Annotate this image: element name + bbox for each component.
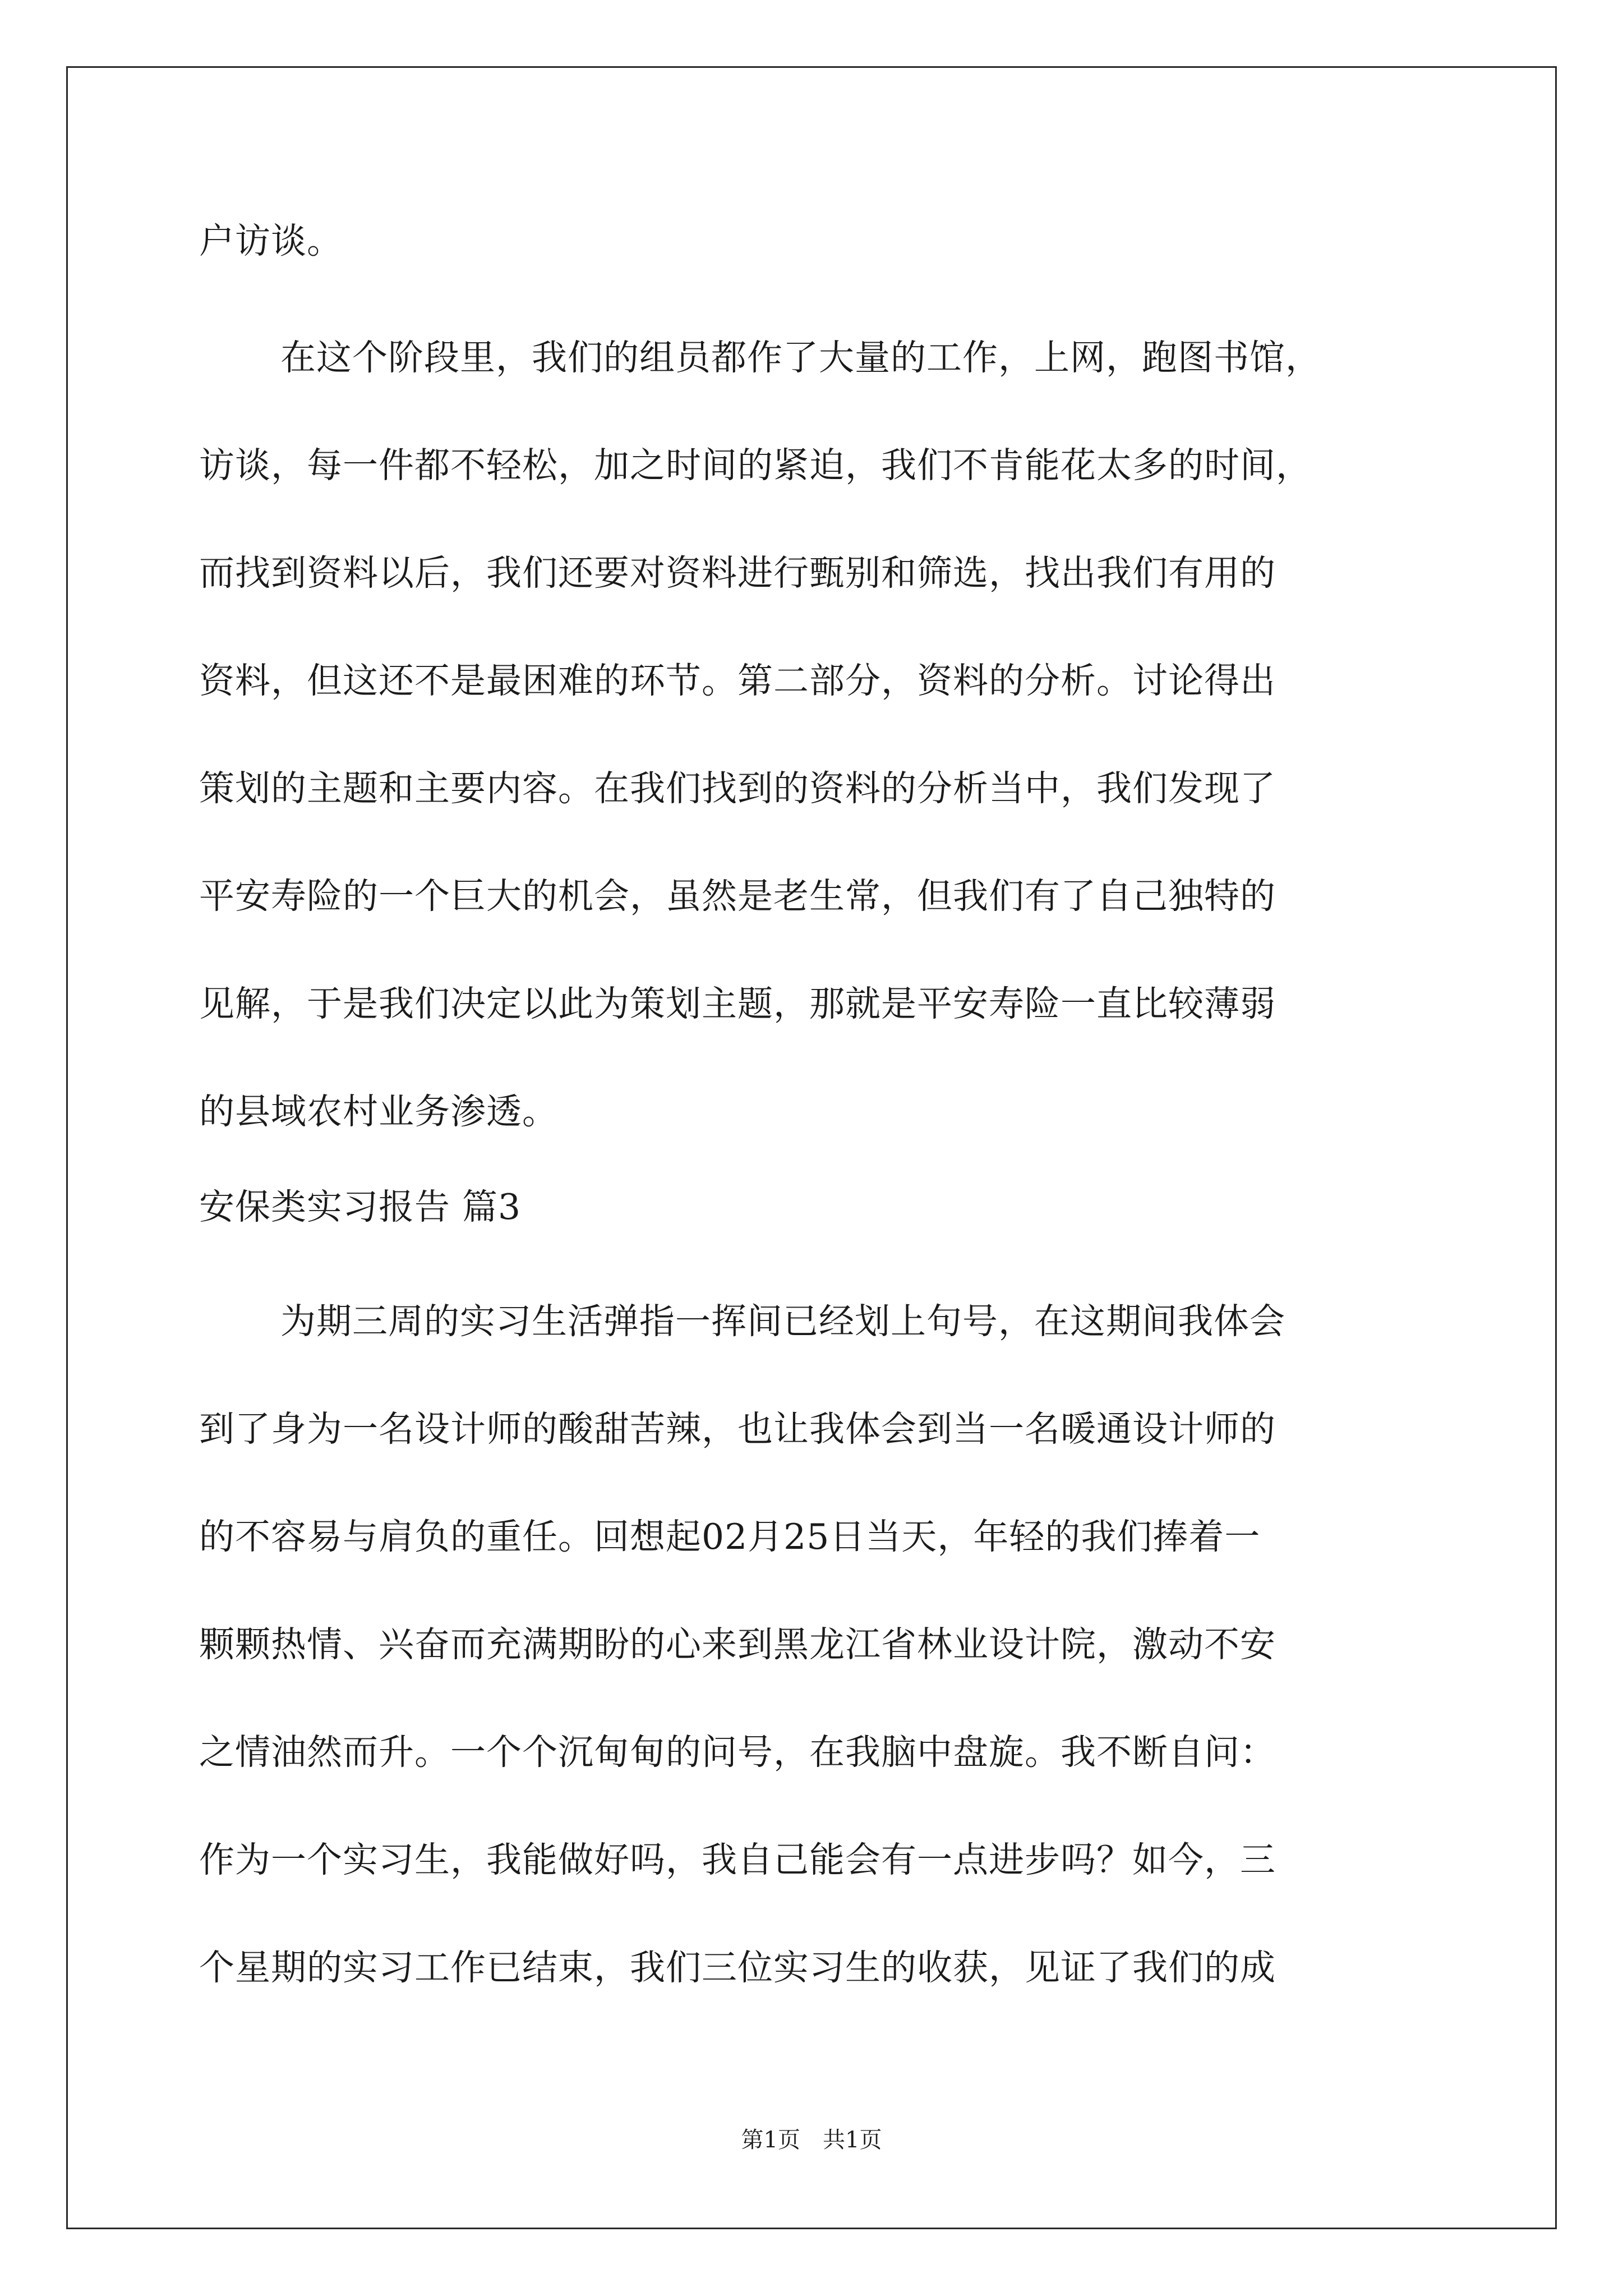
paragraph-line: 到了身为一名设计师的酸甜苦辣，也让我体会到当一名暖通设计师的 (199, 1409, 1276, 1450)
paragraph-line: 访谈，每一件都不轻松，加之时间的紧迫，我们不肯能花太多的时间， (199, 445, 1312, 486)
page-number-total: 共1页 (823, 2127, 882, 2153)
paragraph-line: 的不容易与肩负的重任。回想起02月25日当天，年轻的我们捧着一 (199, 1516, 1261, 1557)
paragraph-line: 资料，但这还不是最困难的环节。第二部分，资料的分析。讨论得出 (199, 660, 1276, 701)
section-heading: 安保类实习报告 篇3 (199, 1186, 522, 1227)
paragraph-line: 个星期的实习工作已结束，我们三位实习生的收获，见证了我们的成 (199, 1947, 1276, 1988)
paragraph-line: 见解，于是我们决定以此为策划主题，那就是平安寿险一直比较薄弱 (199, 983, 1276, 1024)
paragraph-line: 为期三周的实习生活弹指一挥间已经划上句号，在这期间我体会 (280, 1301, 1285, 1342)
paragraph-line: 平安寿险的一个巨大的机会，虽然是老生常，但我们有了自己独特的 (199, 876, 1276, 917)
paragraph-line: 在这个阶段里，我们的组员都作了大量的工作，上网，跑图书馆， (280, 337, 1321, 378)
page-footer (0, 2126, 1623, 2154)
paragraph-line: 的县域农村业务渗透。 (199, 1091, 558, 1132)
page-border (66, 66, 1557, 2229)
paragraph-line: 颗颗热情、兴奋而充满期盼的心来到黑龙江省林业设计院，激动不安 (199, 1624, 1276, 1665)
paragraph-line: 户访谈。 (199, 220, 343, 261)
paragraph-line: 策划的主题和主要内容。在我们找到的资料的分析当中，我们发现了 (199, 768, 1276, 809)
paragraph-line: 而找到资料以后，我们还要对资料进行甄别和筛选，找出我们有用的 (199, 553, 1276, 593)
page-number-current: 第1页 (741, 2127, 800, 2153)
paragraph-line: 作为一个实习生，我能做好吗，我自己能会有一点进步吗？如今，三 (199, 1839, 1276, 1880)
paragraph-line: 之情油然而升。一个个沉甸甸的问号，在我脑中盘旋。我不断自问： (199, 1732, 1276, 1773)
